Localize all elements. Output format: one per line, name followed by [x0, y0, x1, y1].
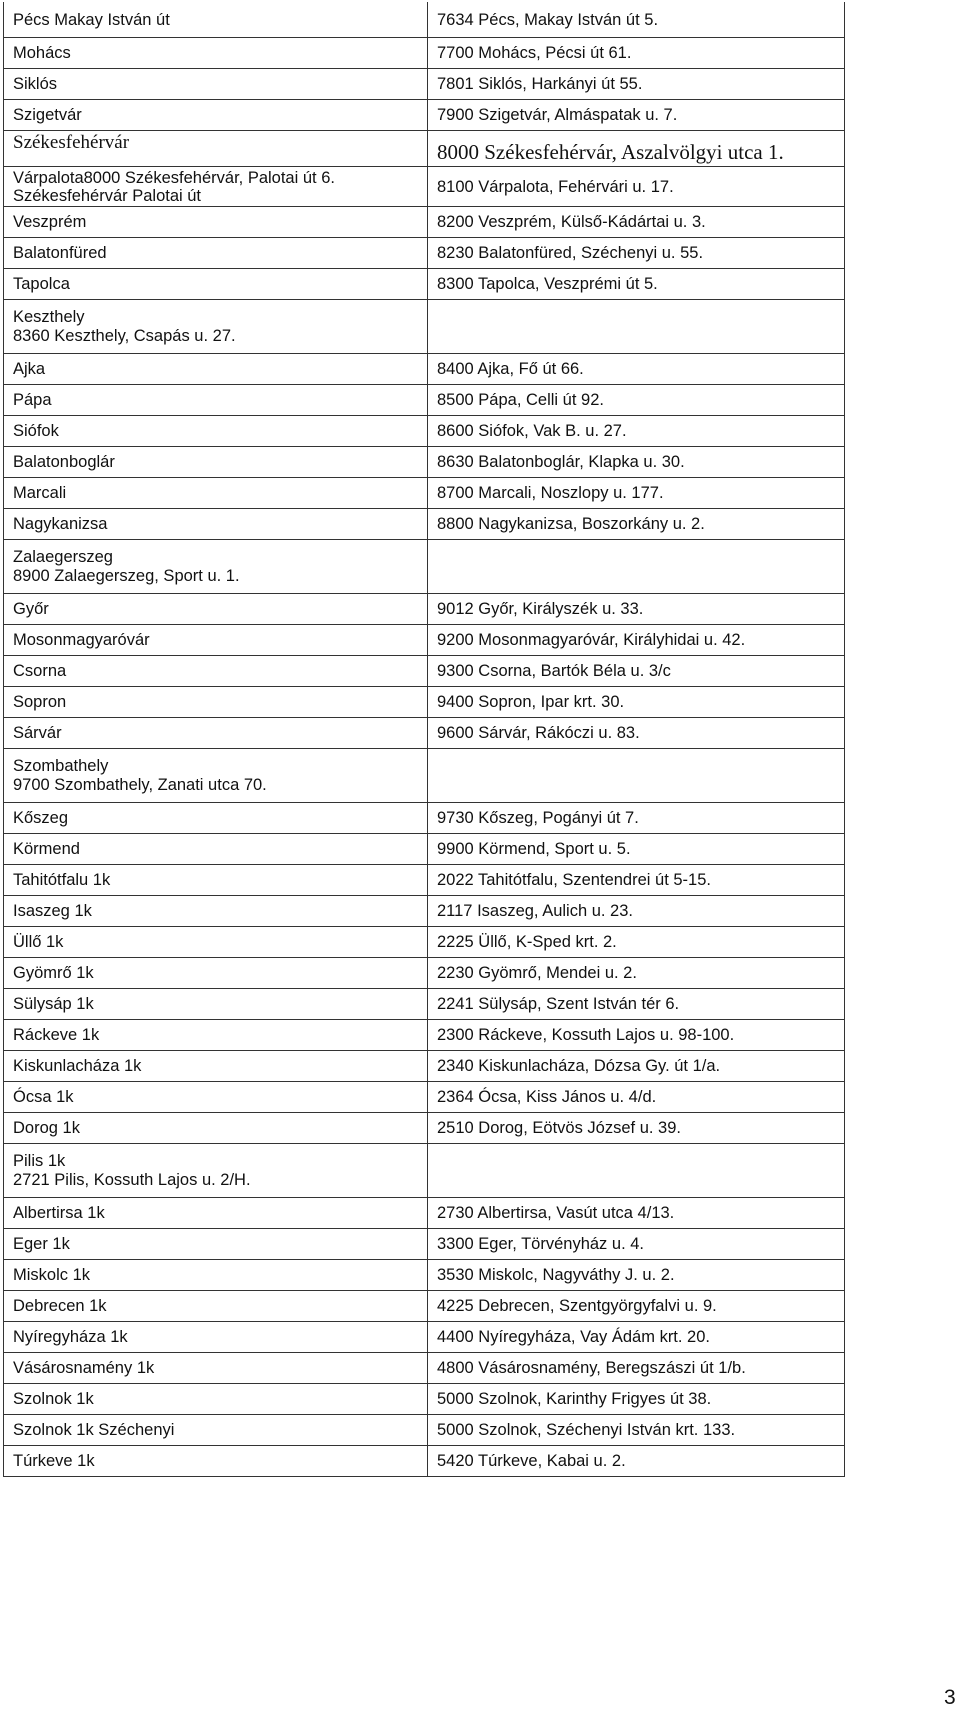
table-row [4, 2, 845, 37]
address-cell: 7700 Mohács, Pécsi út 61. [428, 37, 845, 68]
address-cell: 8700 Marcali, Noszlopy u. 177. [428, 477, 845, 508]
address-cell: 2225 Üllő, K-Sped krt. 2. [428, 926, 845, 957]
city-line: 2721 Pilis, Kossuth Lajos u. 2/H. [13, 1171, 251, 1189]
city-cell: Balatonboglár [4, 446, 428, 477]
table-row [4, 802, 845, 833]
table-row [4, 446, 845, 477]
city-cell: Debrecen 1k [4, 1290, 428, 1321]
table-row [4, 415, 845, 446]
address-cell: 9300 Csorna, Bartók Béla u. 3/c [428, 655, 845, 686]
address-cell: 5420 Túrkeve, Kabai u. 2. [428, 1445, 845, 1476]
table-row [4, 1321, 845, 1352]
address-cell: 8230 Balatonfüred, Széchenyi u. 55. [428, 237, 845, 268]
city-cell: Körmend [4, 833, 428, 864]
city-line: 8900 Zalaegerszeg, Sport u. 1. [13, 567, 240, 585]
table-row [4, 1259, 845, 1290]
table-row [4, 99, 845, 130]
table-row [4, 1112, 845, 1143]
city-cell: Mosonmagyaróvár [4, 624, 428, 655]
table-row [4, 1143, 845, 1197]
address-cell: 7801 Siklós, Harkányi út 55. [428, 68, 845, 99]
city-cell: Albertirsa 1k [4, 1197, 428, 1228]
address-cell: 2510 Dorog, Eötvös József u. 39. [428, 1112, 845, 1143]
table-row [4, 384, 845, 415]
city-line: Zalaegerszeg [13, 548, 113, 566]
city-cell: Tapolca [4, 268, 428, 299]
address-cell [428, 1143, 845, 1197]
address-table [3, 2, 845, 1477]
city-cell: Eger 1k [4, 1228, 428, 1259]
address-cell: 2022 Tahitótfalu, Szentendrei út 5-15. [428, 864, 845, 895]
table-row [4, 988, 845, 1019]
address-cell: 9600 Sárvár, Rákóczi u. 83. [428, 717, 845, 748]
table-row [4, 1197, 845, 1228]
address-cell: 9900 Körmend, Sport u. 5. [428, 833, 845, 864]
city-cell: Miskolc 1k [4, 1259, 428, 1290]
table-row [4, 957, 845, 988]
city-line: Pilis 1k [13, 1152, 66, 1170]
city-cell: Siófok [4, 415, 428, 446]
address-cell: 2300 Ráckeve, Kossuth Lajos u. 98-100. [428, 1019, 845, 1050]
address-cell: 9012 Győr, Királyszék u. 33. [428, 593, 845, 624]
city-cell: Üllő 1k [4, 926, 428, 957]
city-line: Szombathely [13, 757, 109, 775]
table-row [4, 166, 845, 206]
table-row [4, 477, 845, 508]
city-cell: Tahitótfalu 1k [4, 864, 428, 895]
table-row [4, 1445, 845, 1476]
city-cell: Siklós [4, 68, 428, 99]
address-cell [428, 299, 845, 353]
table-row [4, 539, 845, 593]
city-cell: Ócsa 1k [4, 1081, 428, 1112]
table-row [4, 1050, 845, 1081]
city-cell: Marcali [4, 477, 428, 508]
city-cell: Sopron [4, 686, 428, 717]
address-cell: 8500 Pápa, Celli út 92. [428, 384, 845, 415]
city-cell [4, 539, 428, 593]
city-cell: Ajka [4, 353, 428, 384]
address-cell: 2730 Albertirsa, Vasút utca 4/13. [428, 1197, 845, 1228]
city-cell: Pápa [4, 384, 428, 415]
address-cell: 4800 Vásárosnamény, Beregszászi út 1/b. [428, 1352, 845, 1383]
city-cell: Sülysáp 1k [4, 988, 428, 1019]
city-cell: Mohács [4, 37, 428, 68]
table-row [4, 1414, 845, 1445]
address-cell: 8630 Balatonboglár, Klapka u. 30. [428, 446, 845, 477]
city-cell: Nyíregyháza 1k [4, 1321, 428, 1352]
table-row [4, 1228, 845, 1259]
table-row [4, 237, 845, 268]
city-cell: Veszprém [4, 206, 428, 237]
address-cell: 7900 Szigetvár, Almáspatak u. 7. [428, 99, 845, 130]
city-line: Várpalota8000 Székesfehérvár, Palotai út 6. [13, 168, 335, 187]
city-cell: Vásárosnamény 1k [4, 1352, 428, 1383]
city-cell: Szolnok 1k Széchenyi [4, 1414, 428, 1445]
table-row [4, 748, 845, 802]
city-cell: Kiskunlacháza 1k [4, 1050, 428, 1081]
table-row [4, 686, 845, 717]
city-cell: Szigetvár [4, 99, 428, 130]
address-cell: 9730 Kőszeg, Pogányi út 7. [428, 802, 845, 833]
table-row [4, 353, 845, 384]
table-row [4, 895, 845, 926]
address-cell: 8200 Veszprém, Külső-Kádártai u. 3. [428, 206, 845, 237]
city-cell: Székesfehérvár [4, 130, 428, 166]
address-cell: 8400 Ajka, Fő út 66. [428, 353, 845, 384]
city-line: Székesfehérvár Palotai út [13, 186, 202, 205]
address-cell: 5000 Szolnok, Karinthy Frigyes út 38. [428, 1383, 845, 1414]
city-cell: Győr [4, 593, 428, 624]
table-row [4, 206, 845, 237]
city-cell: Isaszeg 1k [4, 895, 428, 926]
address-cell: 2340 Kiskunlacháza, Dózsa Gy. út 1/a. [428, 1050, 845, 1081]
address-cell: 3530 Miskolc, Nagyváthy J. u. 2. [428, 1259, 845, 1290]
address-cell: 4225 Debrecen, Szentgyörgyfalvi u. 9. [428, 1290, 845, 1321]
address-cell: 2241 Sülysáp, Szent István tér 6. [428, 988, 845, 1019]
table-row [4, 864, 845, 895]
address-cell: 8600 Siófok, Vak B. u. 27. [428, 415, 845, 446]
city-cell [4, 748, 428, 802]
table-row [4, 717, 845, 748]
address-cell: 8300 Tapolca, Veszprémi út 5. [428, 268, 845, 299]
table-row [4, 926, 845, 957]
address-cell: 8000 Székesfehérvár, Aszalvölgyi utca 1. [428, 130, 845, 166]
address-cell: 3300 Eger, Törvényház u. 4. [428, 1228, 845, 1259]
address-cell [428, 748, 845, 802]
table-row [4, 624, 845, 655]
city-cell: Gyömrő 1k [4, 957, 428, 988]
address-cell: 9400 Sopron, Ipar krt. 30. [428, 686, 845, 717]
city-cell: Pécs Makay István út [4, 2, 428, 37]
table-row [4, 68, 845, 99]
page-number: 3 [944, 1686, 956, 1709]
city-cell [4, 299, 428, 353]
address-cell [428, 539, 845, 593]
city-cell: Csorna [4, 655, 428, 686]
table-row [4, 1352, 845, 1383]
city-line: 8360 Keszthely, Csapás u. 27. [13, 327, 236, 345]
city-cell: Dorog 1k [4, 1112, 428, 1143]
city-cell: Túrkeve 1k [4, 1445, 428, 1476]
table-row [4, 1019, 845, 1050]
city-line: 9700 Szombathely, Zanati utca 70. [13, 776, 267, 794]
city-cell: Szolnok 1k [4, 1383, 428, 1414]
city-cell [4, 166, 428, 206]
city-cell [4, 1143, 428, 1197]
table-row [4, 130, 845, 166]
address-cell: 2117 Isaszeg, Aulich u. 23. [428, 895, 845, 926]
table-row [4, 299, 845, 353]
table-row [4, 655, 845, 686]
table-row [4, 1290, 845, 1321]
table-row [4, 1383, 845, 1414]
table-row [4, 833, 845, 864]
city-line: Keszthely [13, 308, 85, 326]
address-cell: 4400 Nyíregyháza, Vay Ádám krt. 20. [428, 1321, 845, 1352]
city-cell: Ráckeve 1k [4, 1019, 428, 1050]
address-cell: 8800 Nagykanizsa, Boszorkány u. 2. [428, 508, 845, 539]
table-row [4, 268, 845, 299]
city-cell: Kőszeg [4, 802, 428, 833]
address-cell: 7634 Pécs, Makay István út 5. [428, 2, 845, 37]
address-cell: 2364 Ócsa, Kiss János u. 4/d. [428, 1081, 845, 1112]
city-cell: Balatonfüred [4, 237, 428, 268]
table-row [4, 593, 845, 624]
table-row [4, 37, 845, 68]
city-cell: Sárvár [4, 717, 428, 748]
address-cell: 8100 Várpalota, Fehérvári u. 17. [428, 166, 845, 206]
table-row [4, 1081, 845, 1112]
table-row [4, 508, 845, 539]
address-cell: 2230 Gyömrő, Mendei u. 2. [428, 957, 845, 988]
address-table-container [3, 2, 844, 1477]
address-cell: 9200 Mosonmagyaróvár, Királyhidai u. 42. [428, 624, 845, 655]
address-cell: 5000 Szolnok, Széchenyi István krt. 133. [428, 1414, 845, 1445]
city-cell: Nagykanizsa [4, 508, 428, 539]
